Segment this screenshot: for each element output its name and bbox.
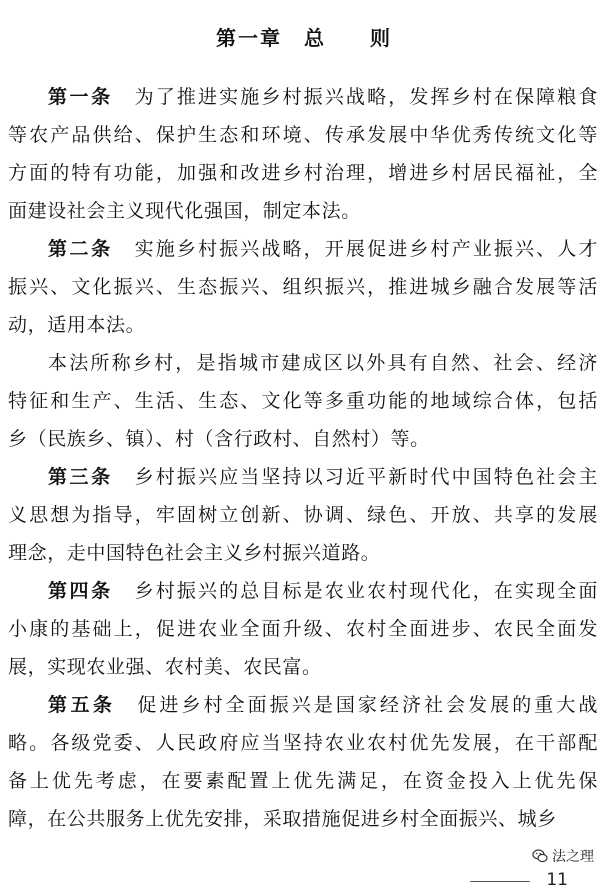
text-line — [8, 762, 598, 800]
article-paragraph — [8, 78, 598, 230]
article-paragraph — [8, 344, 598, 458]
article-paragraph — [8, 686, 598, 838]
line-text: 特征和生产、生活、生态、文化等多重功能的地域综合体，包括 — [8, 390, 598, 412]
article-label: 第二条 — [48, 238, 113, 260]
article-label: 第一条 — [48, 86, 113, 108]
text-line — [8, 610, 598, 648]
text-line — [8, 458, 598, 496]
line-text: 为了推进实施乡村振兴战略，发挥乡村在保障粮食 — [134, 86, 598, 108]
article-paragraph — [8, 572, 598, 686]
line-text: 理念，走中国特色社会主义乡村振兴道路。 — [8, 542, 381, 564]
text-line — [8, 116, 598, 154]
text-line — [8, 572, 598, 610]
article-label: 第四条 — [48, 580, 113, 602]
body-text — [8, 78, 598, 838]
text-line — [8, 230, 598, 268]
line-text: 乡（民族乡、镇）、村（含行政村、自然村）等。 — [8, 428, 430, 450]
line-text: 本法所称乡村，是指城市建成区以外具有自然、社会、经济 — [48, 352, 598, 374]
line-text: 等农产品供给、保护生态和环境、传承发展中华优秀传统文化等 — [8, 124, 598, 146]
line-text: 乡村振兴的总目标是农业农村现代化，在实现全面 — [134, 580, 598, 602]
line-text: 方面的特有功能，加强和改进乡村治理，增进乡村居民福祉，全 — [8, 162, 598, 184]
article-label: 第三条 — [48, 466, 113, 488]
watermark-text: 法之理 — [552, 849, 594, 865]
line-text: 实施乡村振兴战略，开展促进乡村产业振兴、人才 — [134, 238, 598, 260]
text-line — [8, 420, 598, 458]
page-number: 11 — [546, 870, 568, 890]
page-number-rule — [470, 881, 530, 882]
wechat-logo-icon — [532, 848, 548, 864]
line-text: 展，实现农业强、农村美、农民富。 — [8, 656, 322, 678]
chapter-title: 第一章 总 则 — [216, 26, 392, 50]
line-text: 备上优先考虑，在要素配置上优先满足，在资金投入上优先保 — [8, 770, 598, 792]
text-line — [8, 496, 598, 534]
text-line — [8, 268, 598, 306]
article-paragraph — [8, 230, 598, 344]
text-line — [8, 192, 598, 230]
line-text: 义思想为指导，牢固树立创新、协调、绿色、开放、共享的发展 — [8, 504, 598, 526]
line-text: 振兴、文化振兴、生态振兴、组织振兴，推进城乡融合发展等活 — [8, 276, 598, 298]
line-text: 动，适用本法。 — [8, 314, 146, 336]
text-line — [8, 724, 598, 762]
line-text: 乡村振兴应当坚持以习近平新时代中国特色社会主 — [134, 466, 598, 488]
line-text: 障，在公共服务上优先安排，采取措施促进乡村全面振兴、城乡 — [8, 808, 557, 830]
line-text: 促进乡村全面振兴是国家经济社会发展的重大战 — [137, 694, 598, 716]
line-text: 面建设社会主义现代化强国，制定本法。 — [8, 200, 361, 222]
article-paragraph — [8, 458, 598, 572]
text-line — [8, 154, 598, 192]
text-line — [8, 382, 598, 420]
text-line — [8, 648, 598, 686]
text-line — [8, 78, 598, 116]
text-line — [8, 534, 598, 572]
line-text: 小康的基础上，促进农业全面升级、农村全面进步、农民全面发 — [8, 618, 598, 640]
watermark — [532, 846, 594, 866]
text-line — [8, 306, 598, 344]
article-label: 第五条 — [48, 694, 116, 716]
line-text: 略。各级党委、人民政府应当坚持农业农村优先发展，在干部配 — [8, 732, 598, 754]
text-line — [8, 800, 598, 838]
text-line — [8, 344, 598, 382]
text-line — [8, 686, 598, 724]
